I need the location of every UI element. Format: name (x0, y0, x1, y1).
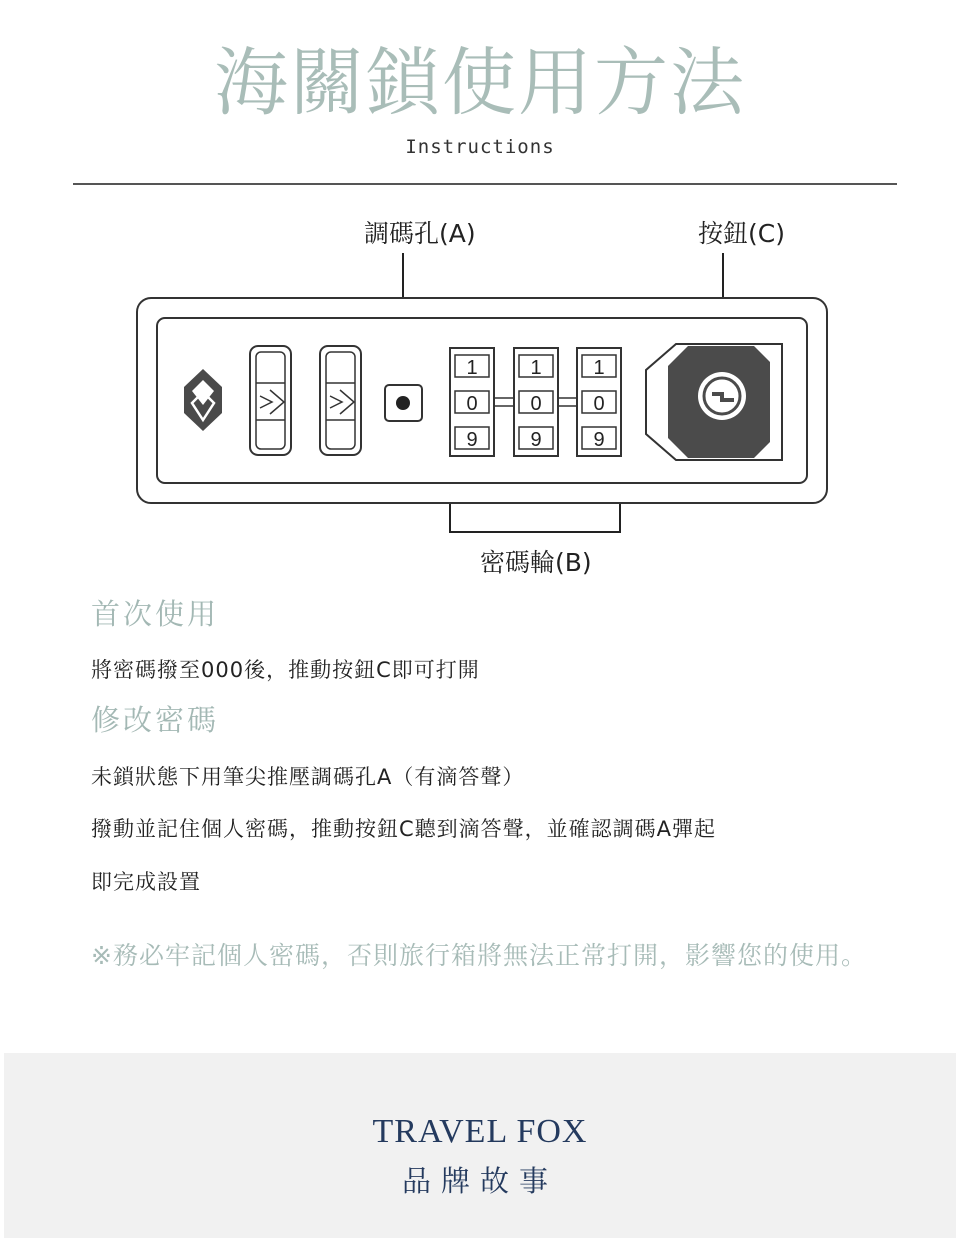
section-title-change-code: 修改密碼 (91, 703, 220, 737)
footer (4, 1053, 956, 1238)
label-button: 按鈕(C) (698, 219, 785, 248)
wheel-1-top-digit: 1 (466, 357, 478, 379)
change-code-line-3: 即完成設置 (91, 870, 201, 894)
label-code-wheels: 密碼輪(B) (480, 548, 592, 577)
push-button (646, 344, 782, 460)
code-wheel-3 (577, 348, 621, 456)
wheel-3-top-digit: 1 (593, 357, 605, 379)
change-code-line-2: 撥動並記住個人密碼，推動按鈕C聽到滴答聲，並確認調碼A彈起 (91, 817, 717, 841)
wheel-1-middle-digit: 0 (466, 393, 478, 415)
code-wheel-1 (450, 348, 494, 456)
change-code-line-1: 未鎖狀態下用筆尖推壓調碼孔A（有滴答聲） (91, 765, 525, 789)
wheel-3-middle-digit: 0 (593, 393, 605, 415)
section-title-first-use: 首次使用 (91, 597, 220, 631)
code-wheel-2 (514, 348, 558, 456)
page-title: 海關鎖使用方法 (214, 40, 746, 126)
wheel-1-bottom-digit: 9 (466, 429, 478, 451)
label-adjust-hole: 調碼孔(A) (364, 219, 476, 248)
page-subtitle: Instructions (405, 136, 555, 158)
first-use-line-1: 將密碼撥至000後，推動按鈕C即可打開 (91, 658, 480, 682)
wheel-3-bottom-digit: 9 (593, 429, 605, 451)
brand-story-link[interactable]: 品牌故事 (401, 1164, 558, 1198)
adjust-hole (385, 385, 422, 421)
wheel-2-top-digit: 1 (530, 357, 542, 379)
wheel-2-middle-digit: 0 (530, 393, 542, 415)
zipper-slot-right (320, 346, 361, 455)
brand-name: TRAVEL FOX (372, 1113, 588, 1150)
wheel-2-bottom-digit: 9 (530, 429, 542, 451)
warning-note: ※務必牢記個人密碼，否則旅行箱將無法正常打開，影響您的使用。 (91, 941, 867, 970)
zipper-slot-left (250, 346, 291, 455)
